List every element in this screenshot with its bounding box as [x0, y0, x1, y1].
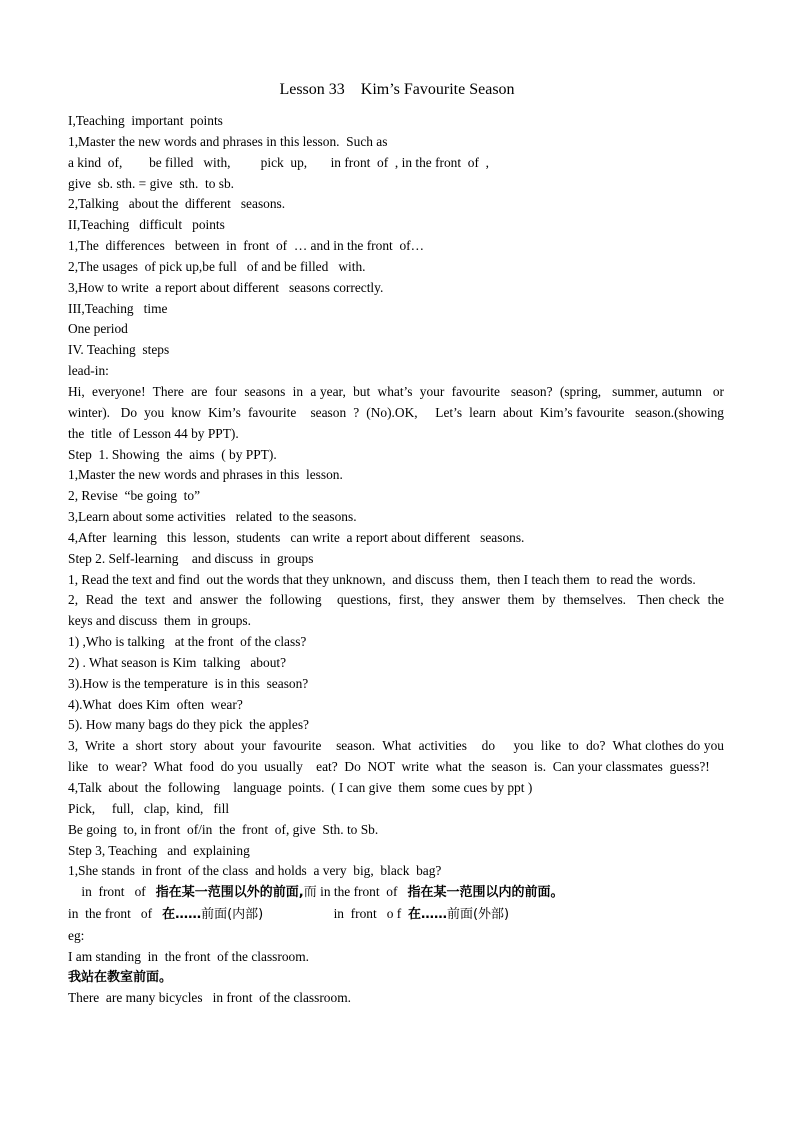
text-line: 2,Talking about the different seasons.: [68, 196, 286, 212]
explanation-line: [68, 904, 724, 926]
text-line: 4,After learning this lesson, students can write a report about different seasons.: [68, 529, 525, 545]
text-line: 3,Learn about some activities related to the seasons.: [68, 509, 357, 525]
text-line: 1,Master the new words and phrases in this lesson.: [68, 467, 343, 483]
example-translation: 我站在教室前面。: [68, 969, 173, 985]
step-heading: Step 1. Showing the aims ( by PPT).: [68, 446, 277, 462]
phrase-en: in front of: [68, 884, 156, 900]
explanation-line: [68, 882, 724, 904]
explanation-cn: 指在某一范围以外的前面,: [155, 885, 304, 901]
paragraph: 1, Read the text and find out the words that they unknown, and discuss them, then I teach them to read the words.: [68, 571, 696, 587]
question-item: 2) . What season is Kim talking about?: [68, 654, 287, 670]
text-line: eg:: [68, 927, 85, 943]
meaning-cn: 在……: [407, 907, 447, 923]
phrase-en: in the front of: [316, 884, 408, 900]
phrase-en: in the front of: [68, 906, 163, 922]
phrase-en: in front o f: [263, 906, 408, 922]
text-line: give sb. sth. = give sth. to sb.: [68, 175, 235, 191]
question-item: 1) ,Who is talking at the front of the class?: [68, 634, 307, 650]
text-line: One period: [68, 321, 128, 337]
text-line: Be going to, in front of/in the front of, give Sth. to Sb.: [68, 821, 379, 837]
text-line: 1,The differences between in front of … and in the front of…: [68, 238, 424, 254]
text-line: a kind of, be filled with, pick up, in front of , in the front of ,: [68, 154, 489, 170]
page-title: Lesson 33 Kim’s Favourite Season: [279, 81, 515, 98]
example-sentence: There are many bicycles in front of the classroom.: [68, 990, 351, 1006]
section-heading: I,Teaching important points: [68, 113, 223, 128]
section-heading: IV. Teaching steps: [68, 342, 170, 358]
step-heading: Step 3, Teaching and explaining: [68, 842, 250, 858]
text-line: 2,The usages of pick up,be full of and be filled with.: [68, 258, 366, 274]
text-line: 3,How to write a report about different seasons correctly.: [68, 279, 384, 295]
text-line: 1,She stands in front of the class and holds a very big, black bag?: [68, 863, 442, 879]
text-line: Pick, full, clap, kind, fill: [68, 800, 230, 816]
paragraph: 2, Read the text and answer the following questions, first, they answer them by themselves. Then check the keys and discuss them in groups.: [68, 592, 728, 629]
section-heading: III,Teaching time: [68, 300, 168, 316]
question-item: 4).What does Kim often wear?: [68, 696, 243, 712]
text-line: 1,Master the new words and phrases in this lesson. Such as: [68, 133, 388, 149]
example-sentence: I am standing in the front of the classroom.: [68, 948, 309, 964]
document-body: [68, 111, 741, 1009]
step-heading: Step 2. Self-learning and discuss in groups: [68, 550, 314, 566]
text-line: 2, Revise “be going to”: [68, 488, 201, 504]
paragraph: Hi, everyone! There are four seasons in a year, but what’s your favourite season? (spring, summer, autumn or winter). Do you know Kim’s favourite season ? (No).OK, Let’s learn about Kim’s favourite season.(showing the title of Lesson 44 by PPT).: [68, 383, 735, 441]
text-line: 4,Talk about the following language points. ( I can give them some cues by ppt ): [68, 780, 533, 795]
text-line: lead-in:: [68, 363, 109, 379]
question-item: 5). How many bags do they pick the apples?: [68, 717, 309, 733]
conjunction-cn: 而: [303, 885, 317, 901]
paragraph: 3, Write a short story about your favourite season. What activities do you like to do? What clothes do you like to wear? What food do you usually eat? Do NOT write what the season is. Can your classmates guess?!: [68, 738, 741, 775]
section-heading: II,Teaching difficult points: [68, 217, 225, 233]
explanation-cn: 指在某一范围以内的前面。: [407, 885, 564, 901]
meaning-cn: 在……: [162, 907, 202, 923]
meaning-cn: 前面(外部): [446, 907, 510, 923]
question-item: 3).How is the temperature is in this season?: [68, 675, 309, 691]
meaning-cn: 前面(内部): [201, 907, 264, 923]
